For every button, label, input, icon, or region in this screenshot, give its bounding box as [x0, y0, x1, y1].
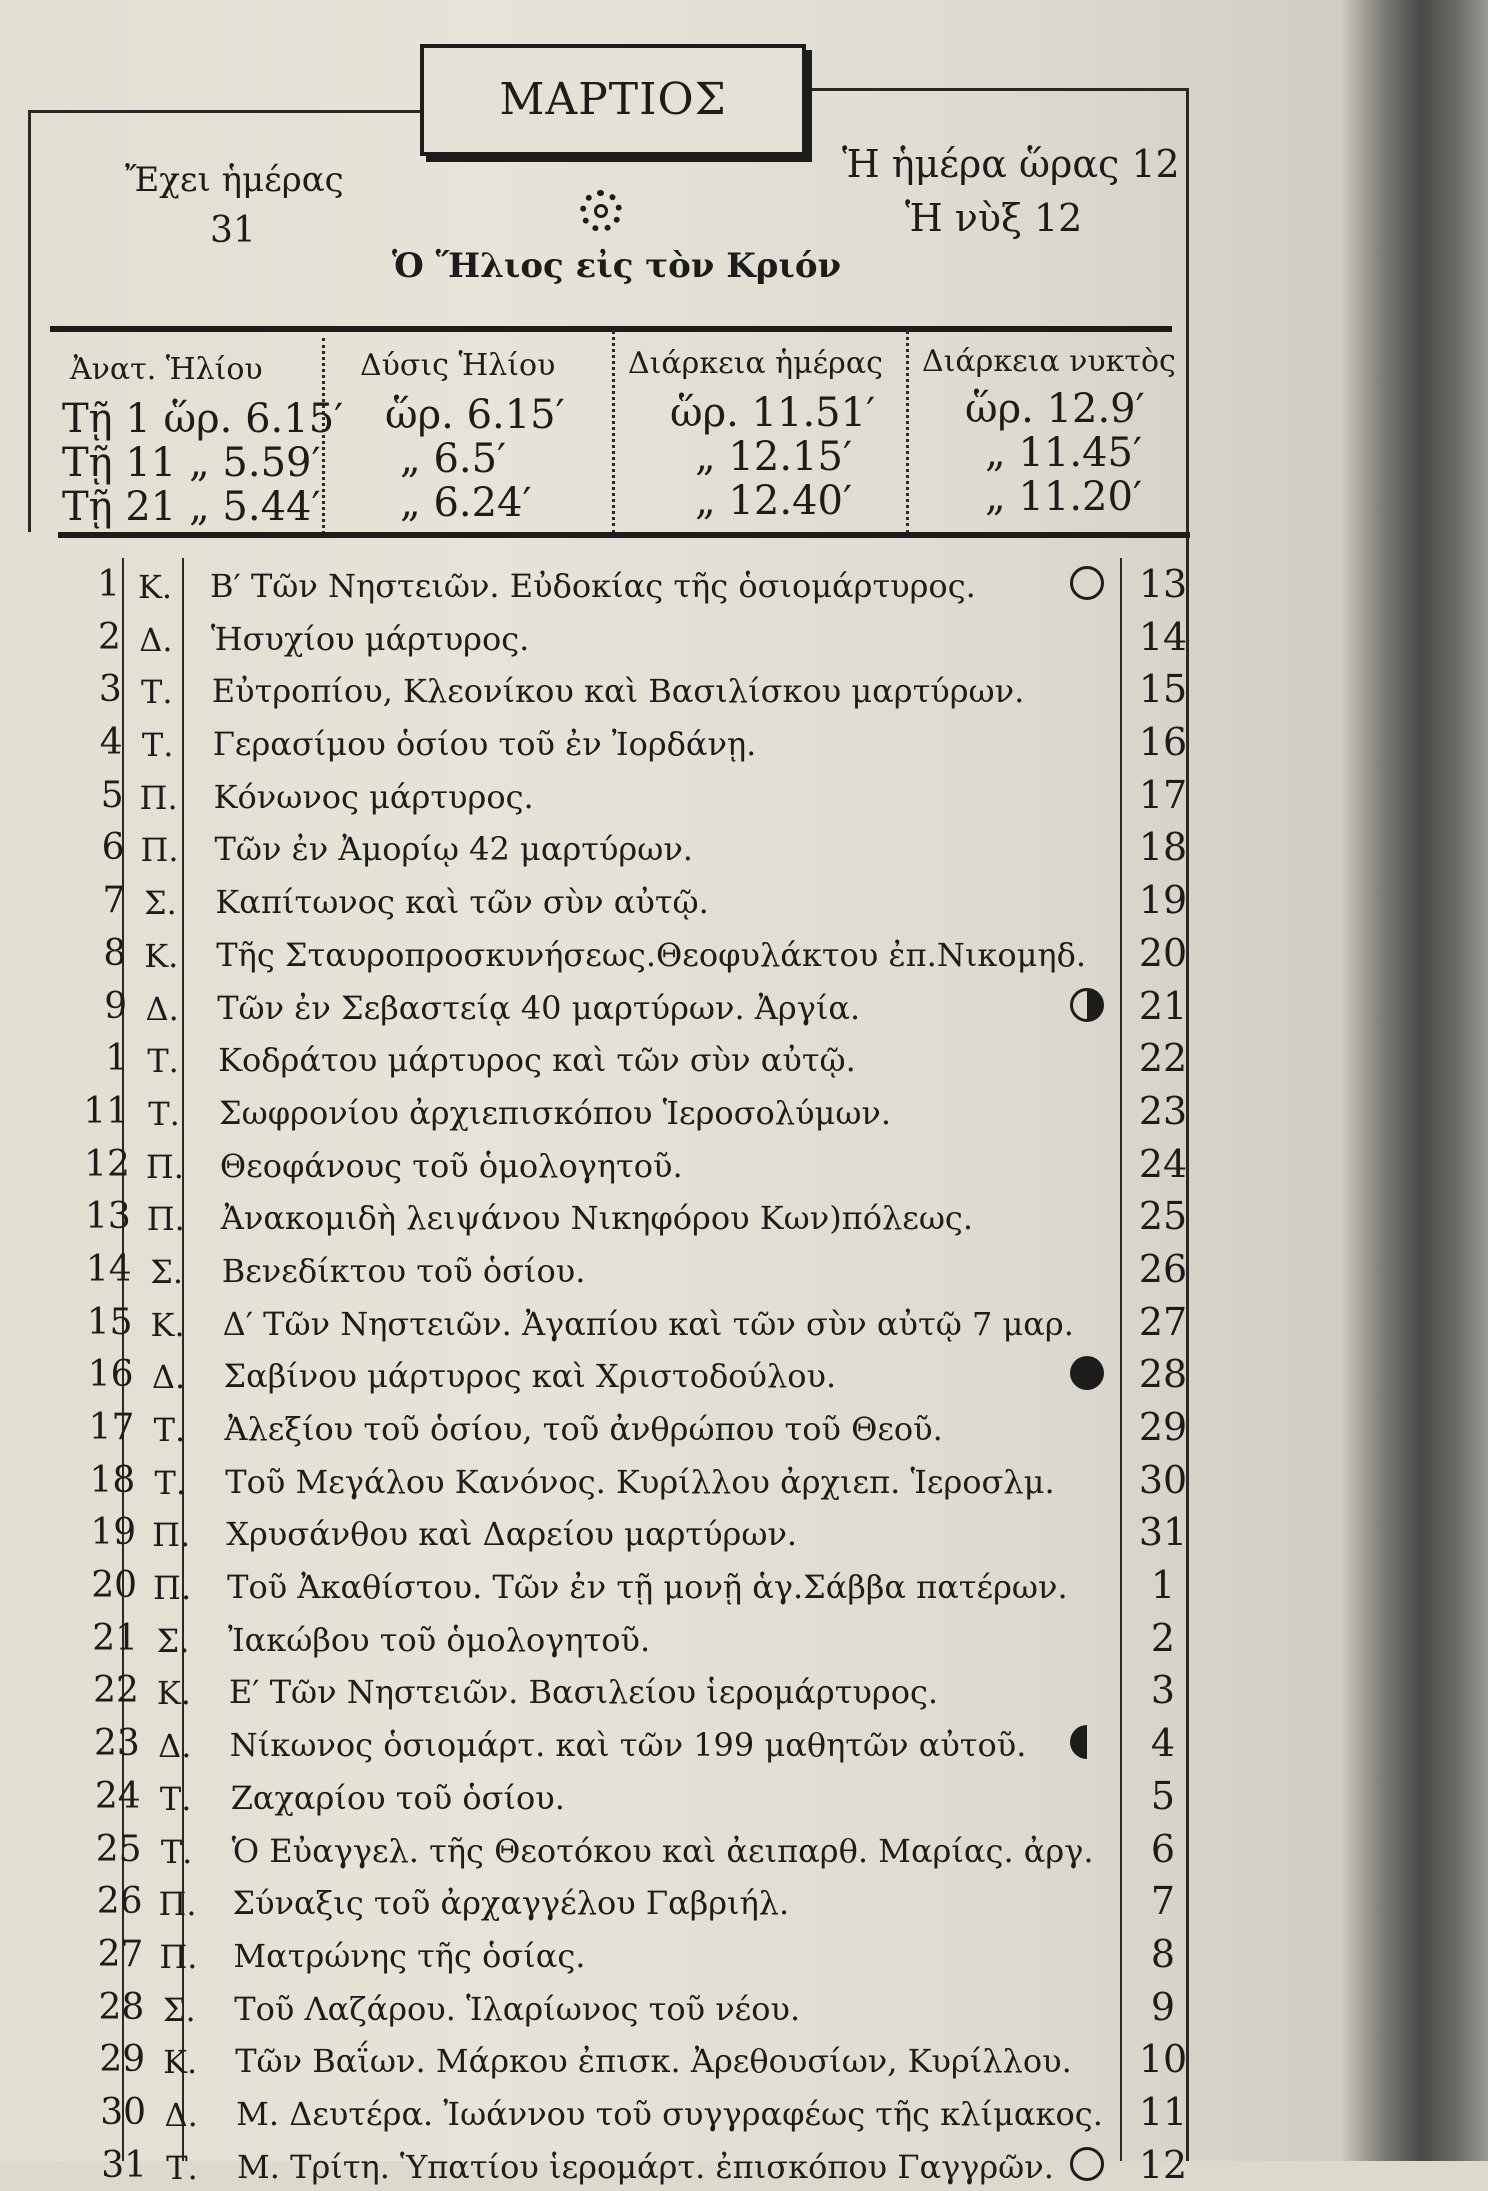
weekday: Π. [140, 831, 179, 870]
day-number: 15 [86, 1301, 133, 1343]
weekday: Τ. [166, 2148, 198, 2187]
day-row [60, 1928, 1180, 1981]
weekday: Σ. [156, 1621, 190, 1660]
sunset-row: ὥρ. 6.15′ [385, 392, 565, 438]
day-row [60, 1612, 1180, 1665]
feast-text: Τοῦ Μεγάλου Κανόνος. Κυρίλλου ἀρχιεπ. Ἱεροσλμ. [225, 1462, 1055, 1501]
sun-icon [580, 190, 622, 232]
day-row [60, 1664, 1180, 1717]
old-calendar-date: 2 [1150, 1615, 1176, 1660]
feast-text: Τῶν Βαΐων. Μάρκου ἐπισκ. Ἀρεθουσίων, Κυρίλλου. [235, 2042, 1072, 2081]
old-calendar-date: 1 [1150, 1563, 1176, 1608]
day-number: 2 [97, 616, 121, 658]
old-calendar-date: 7 [1150, 1879, 1176, 1924]
old-calendar-date: 29 [1138, 1405, 1188, 1449]
day-number: 29 [99, 2039, 146, 2081]
moon-full-icon [1070, 2147, 1104, 2181]
weekday: Δ. [158, 1727, 192, 1766]
sunset-header: Δύσις Ἡλίου [360, 348, 556, 383]
feast-text: Τῆς Σταυροπροσκυνήσεως.Θεοφυλάκτου ἐπ.Νικομηδ. [216, 935, 1087, 974]
weekday: Π. [158, 1885, 197, 1924]
day-number: 14 [85, 1248, 132, 1290]
frame-rule [800, 88, 1188, 91]
weekday: Δ. [145, 989, 179, 1028]
days-count: 31 [210, 210, 256, 251]
feast-text: Ε′ Τῶν Νηστειῶν. Βασιλείου ἱερομάρτυρος. [228, 1673, 939, 1712]
day-row [60, 769, 1188, 822]
daylength-header: Διάρκεια ἡμέρας [628, 346, 883, 381]
moon-last-icon [1070, 988, 1104, 1022]
day-number: 6 [101, 827, 125, 869]
day-row [60, 821, 1188, 874]
column-divider [906, 330, 909, 534]
day-row [60, 611, 1188, 664]
daylength-row: „ 12.15′ [695, 434, 853, 480]
old-calendar-date: 22 [1138, 1036, 1188, 1081]
old-calendar-date: 28 [1138, 1352, 1188, 1397]
day-row [60, 1243, 1188, 1296]
frame-rule [28, 110, 420, 113]
feast-text: Μ. Δευτέρα. Ἰωάννου τοῦ συγγραφέως τῆς κλίμακος. [236, 2094, 1103, 2133]
day-row [60, 1401, 1188, 1454]
feast-text: Τοῦ Λαζάρου. Ἱλαρίωνος τοῦ νέου. [234, 1989, 801, 2028]
day-row [60, 1138, 1188, 1191]
feast-text: Σωφρονίου ἀρχιεπισκόπου Ἱεροσολύμων. [219, 1093, 892, 1132]
old-calendar-date: 27 [1138, 1299, 1188, 1344]
weekday: Τ. [159, 1779, 192, 1818]
feast-text: Νίκωνος ὁσιομάρτ. καὶ τῶν 199 μαθητῶν αὐτοῦ. [229, 1726, 1027, 1765]
feast-text: Β′ Τῶν Νηστειῶν. Εὐδοκίας τῆς ὁσιομάρτυρος. [210, 567, 976, 605]
weekday: Σ. [162, 1990, 196, 2029]
old-calendar-date: 3 [1150, 1668, 1176, 1713]
sunrise-row: Τῇ 11 „ 5.59′ [62, 440, 321, 486]
weekday: Κ. [144, 936, 179, 975]
feast-text: Θεοφάνους τοῦ ὁμολογητοῦ. [219, 1146, 683, 1185]
day-row [60, 1190, 1188, 1243]
nightlength-row: ὥρ. 12.9′ [965, 386, 1145, 432]
feast-text: Ὁ Εὐαγγελ. τῆς Θεοτόκου καὶ ἀειπαρθ. Μαρίας. ἀργ. [231, 1831, 1094, 1870]
weekday: Π. [159, 1937, 198, 1976]
day-row [60, 874, 1188, 927]
feast-text: Τῶν ἐν Ἀμορίῳ 42 μαρτύρων. [214, 830, 693, 869]
day-row [60, 927, 1188, 980]
weekday: Τ. [147, 1042, 179, 1081]
feast-text: Ἰακώβου τοῦ ὁμολογητοῦ. [228, 1620, 651, 1659]
weekday: Κ. [137, 568, 173, 606]
feast-text: Τοῦ Ἀκαθίστου. Τῶν ἐν τῇ μονῇ ἁγ.Σάββα πατέρων. [227, 1568, 1068, 1607]
day-number: 8 [103, 932, 127, 974]
days-list [60, 558, 1188, 2191]
day-row [60, 1348, 1188, 1401]
old-calendar-date: 6 [1150, 1826, 1176, 1871]
day-number: 17 [88, 1407, 135, 1448]
day-number: 23 [93, 1723, 140, 1765]
day-number: 5 [100, 774, 124, 816]
day-number: 1 [97, 564, 120, 605]
day-row [60, 2139, 1188, 2191]
old-calendar-date: 18 [1138, 825, 1188, 870]
day-number: 9 [104, 985, 128, 1027]
daylength-row: „ 12.40′ [695, 478, 853, 524]
day-number: 4 [99, 722, 123, 764]
day-row [60, 1875, 1180, 1928]
feast-text: Μ. Τρίτη. Ὑπατίου ἱερομάρτ. ἐπισκόπου Γαγγρῶν. [237, 2147, 1054, 2186]
moon-full-icon [1070, 566, 1104, 600]
day-row [60, 2033, 1188, 2086]
feast-text: Χρυσάνθου καὶ Δαρείου μαρτύρων. [226, 1515, 798, 1554]
weekday: Τ. [141, 673, 173, 712]
feast-text: Κόνωνος μάρτυρος. [213, 777, 534, 816]
daylength-row: ὥρ. 11.51′ [670, 390, 876, 436]
day-row [60, 558, 1188, 611]
page-edge-shadow [1340, 0, 1488, 2161]
weekday: Τ. [141, 726, 174, 765]
day-number: 30 [100, 2091, 147, 2133]
day-number: 12 [84, 1143, 130, 1185]
weekday: Κ. [150, 1305, 185, 1344]
old-calendar-date: 5 [1150, 1773, 1176, 1818]
old-calendar-date: 16 [1138, 720, 1188, 765]
weekday: Π. [145, 1147, 184, 1186]
day-row [60, 1506, 1188, 1559]
day-row [60, 1717, 1180, 1770]
old-calendar-date: 4 [1150, 1721, 1176, 1766]
day-row [60, 1981, 1180, 2034]
weekday: Δ. [151, 1358, 186, 1397]
weekday: Τ. [154, 1463, 187, 1502]
month-title: ΜΑΡΤΙΟΣ [499, 74, 727, 125]
moon-new-icon [1070, 1356, 1104, 1390]
day-row [60, 2086, 1188, 2139]
day-number: 25 [95, 1828, 142, 1870]
weekday: Π. [153, 1569, 192, 1608]
weekday: Δ. [164, 2095, 198, 2134]
weekday: Κ. [156, 1674, 191, 1713]
day-number: 21 [92, 1617, 138, 1659]
weekday: Π. [146, 1200, 185, 1239]
feast-text: Τῶν ἐν Σεβαστείᾳ 40 μαρτύρων. Ἀργία. [217, 988, 861, 1027]
old-calendar-date: 26 [1138, 1246, 1188, 1291]
old-calendar-date: 20 [1138, 930, 1188, 975]
month-title-box [420, 44, 806, 156]
day-number: 1 [105, 1038, 129, 1080]
day-row [60, 1559, 1180, 1612]
old-calendar-date: 14 [1138, 614, 1188, 659]
feast-text: Ζαχαρίου τοῦ ὁσίου. [230, 1778, 565, 1817]
day-hours: Ἡ ἡμέρα ὥρας 12 [842, 142, 1180, 186]
weekday: Σ. [143, 884, 177, 923]
old-calendar-date: 23 [1138, 1088, 1188, 1133]
frame-rule [28, 112, 31, 532]
day-number: 3 [98, 669, 122, 711]
old-calendar-date: 10 [1138, 2037, 1188, 2082]
moon-first-icon [1070, 1725, 1104, 1759]
day-number: 18 [89, 1459, 136, 1501]
old-calendar-date: 9 [1150, 1984, 1176, 2029]
feast-text: Ματρώνης τῆς ὁσίας. [233, 1936, 586, 1975]
day-row [60, 1085, 1188, 1138]
sunrise-row: Τῇ 1 ὥρ. 6.15′ [62, 396, 344, 442]
feast-text: Σύναξις τοῦ ἀρχαγγέλου Γαβριήλ. [232, 1884, 790, 1923]
weekday: Τ. [153, 1411, 186, 1449]
feast-text: Δ′ Τῶν Νηστειῶν. Ἀγαπίου καὶ τῶν σὺν αὐτῷ 7 μαρ. [222, 1304, 1074, 1343]
sunrise-row: Τῇ 21 „ 5.44′ [62, 484, 321, 530]
table-rule-bottom [58, 532, 1190, 538]
feast-text: Βενεδίκτου τοῦ ὁσίου. [221, 1251, 586, 1290]
old-calendar-date: 17 [1138, 772, 1188, 817]
old-calendar-date: 12 [1138, 2142, 1188, 2187]
day-row [60, 1032, 1188, 1085]
old-calendar-date: 15 [1138, 667, 1188, 712]
feast-text: Ἡσυχίου μάρτυρος. [210, 619, 530, 658]
feast-text: Κοδράτου μάρτυρος καὶ τῶν σὺν αὐτῷ. [218, 1041, 856, 1080]
feast-text: Καπίτωνος καὶ τῶν σὺν αὐτῷ. [215, 883, 709, 922]
day-number: 13 [84, 1196, 131, 1238]
day-row [60, 716, 1188, 769]
day-number: 24 [94, 1775, 141, 1817]
weekday: Τ. [148, 1094, 180, 1133]
old-calendar-date: 25 [1138, 1194, 1188, 1239]
day-number: 7 [102, 880, 126, 922]
day-number: 27 [97, 1933, 144, 1975]
weekday: Π. [139, 778, 178, 817]
feast-text: Γερασίμου ὁσίου τοῦ ἐν Ἰορδάνῃ. [212, 725, 757, 764]
day-number: 31 [101, 2144, 147, 2186]
table-rule-top [50, 326, 1172, 332]
old-calendar-date: 31 [1138, 1510, 1188, 1555]
day-row [60, 1296, 1188, 1349]
old-calendar-date: 24 [1138, 1141, 1188, 1186]
days-label: Ἔχει ἡμέρας [125, 160, 344, 200]
day-row [60, 1823, 1180, 1876]
day-number: 20 [91, 1565, 138, 1607]
day-row [60, 1454, 1188, 1507]
old-calendar-date: 13 [1138, 562, 1188, 606]
zodiac-line: Ὁ Ἥλιος εἰς τὸν Κριόν [392, 246, 842, 286]
weekday: Κ. [163, 2043, 198, 2082]
sunset-row: „ 6.24′ [400, 480, 532, 526]
column-divider [612, 330, 615, 534]
nightlength-row: „ 11.20′ [985, 474, 1143, 520]
weekday: Δ. [139, 620, 173, 659]
feast-text: Εὐτροπίου, Κλεονίκου καὶ Βασιλίσκου μαρτύρων. [211, 672, 1025, 711]
weekday: Π. [152, 1516, 191, 1555]
sunrise-header: Ἀνατ. Ἡλίου [70, 352, 263, 387]
feast-text: Ἀνακομιδὴ λειψάνου Νικηφόρου Κων)πόλεως. [220, 1199, 974, 1238]
feast-text: Σαβίνου μάρτυρος καὶ Χριστοδούλου. [223, 1357, 837, 1396]
nightlength-row: „ 11.45′ [985, 430, 1143, 476]
day-number: 22 [93, 1670, 139, 1712]
old-calendar-date: 19 [1138, 878, 1188, 923]
nightlength-header: Διάρκεια νυκτὸς [922, 344, 1176, 379]
sunset-row: „ 6.5′ [400, 436, 507, 482]
day-number: 28 [98, 1986, 145, 2028]
day-number: 11 [83, 1090, 129, 1132]
old-calendar-date: 11 [1138, 2089, 1188, 2134]
old-calendar-date: 21 [1138, 983, 1188, 1028]
weekday: Τ. [160, 1832, 193, 1871]
day-row [60, 1770, 1180, 1823]
feast-text: Ἀλεξίου τοῦ ὁσίου, τοῦ ἀνθρώπου τοῦ Θεοῦ. [224, 1410, 943, 1448]
day-number: 16 [87, 1354, 134, 1396]
day-row [60, 663, 1188, 716]
old-calendar-date: 30 [1138, 1457, 1188, 1502]
day-number: 26 [96, 1881, 143, 1923]
day-row [60, 980, 1188, 1033]
weekday: Σ. [150, 1252, 184, 1291]
day-number: 19 [90, 1512, 137, 1554]
night-hours: Ἡ νὺξ 12 [905, 196, 1083, 240]
old-calendar-date: 8 [1150, 1931, 1176, 1976]
